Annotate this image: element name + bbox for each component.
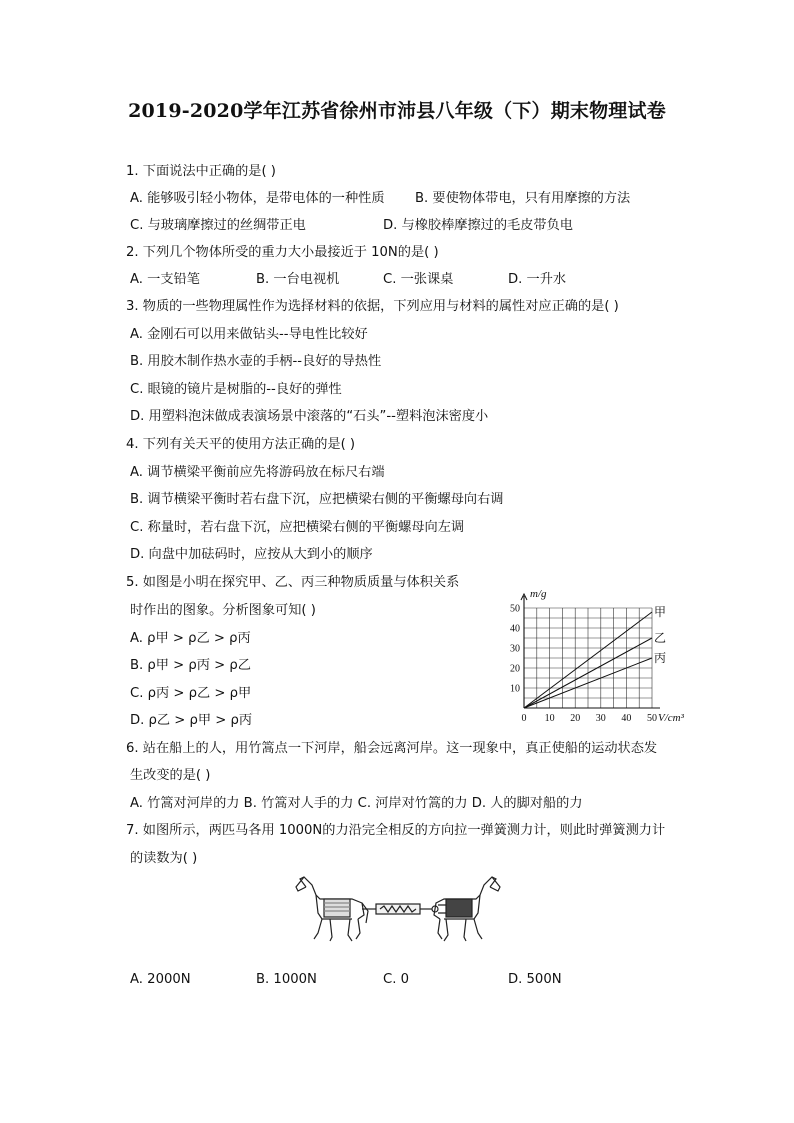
- question-5-option-a: A. ρ甲 > ρ乙 > ρ丙: [130, 631, 251, 646]
- question-1-option-d: D. 与橡胶棒摩擦过的毛皮带负电: [383, 218, 573, 233]
- question-2-option-b: B. 一台电视机: [256, 272, 340, 287]
- question-7-stem-line-2: 的读数为( ): [130, 851, 198, 866]
- y-tick-label: 50: [510, 603, 520, 615]
- question-7-option-a: A. 2000N: [130, 972, 191, 987]
- question-4-option-b: B. 调节横梁平衡时若右盘下沉，应把横梁右侧的平衡螺母向右调: [130, 492, 504, 507]
- question-1-option-c: C. 与玻璃摩擦过的丝绸带正电: [130, 218, 306, 233]
- series-label-2: 乙: [654, 631, 667, 645]
- question-7-option-c: C. 0: [383, 972, 409, 987]
- page-title: 2019-2020学年江苏省徐州市沛县八年级（下）期末物理试卷: [128, 100, 666, 122]
- question-4-option-c: C. 称量时，若右盘下沉，应把横梁右侧的平衡螺母向左调: [130, 520, 465, 535]
- question-7-stem-line-1: 7. 如图所示，两匹马各用 1000N的力沿完全相反的方向拉一弹簧测力计，则此时弹簧测力计: [126, 823, 666, 838]
- x-tick-label: 40: [621, 713, 632, 724]
- x-tick-label: 50: [647, 713, 657, 724]
- spring-scale-icon: [362, 904, 438, 914]
- question-7-option-d: D. 500N: [508, 972, 562, 987]
- question-1-option-a: A. 能够吸引轻小物体，是带电体的一种性质: [130, 191, 385, 206]
- question-2-stem: 2. 下列几个物体所受的重力大小最接近于 10N的是( ): [126, 245, 439, 260]
- y-tick-label: 10: [510, 683, 520, 695]
- question-2-option-d: D. 一升水: [508, 272, 567, 287]
- question-2-option-a: A. 一支铅笔: [130, 272, 200, 287]
- question-5-stem-line-2: 时作出的图象。分析图象可知( ): [130, 603, 316, 618]
- question-3-stem: 3. 物质的一些物理属性作为选择材料的依据，下列应用与材料的属性对应正确的是( ): [126, 299, 619, 314]
- right-horse-icon: [434, 877, 500, 941]
- mass-volume-graph: [500, 583, 700, 728]
- question-2-option-c: C. 一张课桌: [383, 272, 454, 287]
- question-5-option-c: C. ρ丙 > ρ乙 > ρ甲: [130, 686, 252, 701]
- left-horse-icon: [296, 877, 368, 941]
- question-6-options: A. 竹篙对河岸的力 B. 竹篙对人手的力 C. 河岸对竹篙的力 D. 人的脚对船的力: [130, 796, 583, 811]
- x-tick-label: 0: [521, 713, 527, 724]
- x-axis-label: V/cm³: [658, 712, 684, 724]
- question-6-stem-line-2: 生改变的是( ): [130, 768, 211, 783]
- y-axis-label: m/g: [530, 588, 547, 600]
- question-6-stem-line-1: 6. 站在船上的人，用竹篙点一下河岸，船会远离河岸。这一现象中，真正使船的运动状态发: [126, 741, 658, 756]
- question-1-stem: 1. 下面说法中正确的是( ): [126, 164, 276, 179]
- y-tick-label: 30: [510, 643, 520, 655]
- question-5-option-d: D. ρ乙 > ρ甲 > ρ丙: [130, 713, 253, 728]
- question-4-option-a: A. 调节横梁平衡前应先将游码放在标尺右端: [130, 465, 385, 480]
- x-tick-label: 10: [544, 713, 555, 724]
- question-1-option-b: B. 要使物体带电，只有用摩擦的方法: [415, 191, 631, 206]
- question-4-option-d: D. 向盘中加砝码时，应按从大到小的顺序: [130, 547, 373, 562]
- question-3-option-c: C. 眼镜的镜片是树脂的--良好的弹性: [130, 382, 342, 397]
- x-tick-label: 30: [595, 713, 606, 724]
- horses-spring-scale-illustration: [292, 873, 504, 948]
- question-4-stem: 4. 下列有关天平的使用方法正确的是( ): [126, 437, 356, 452]
- question-3-option-d: D. 用塑料泡沫做成表演场景中滚落的“石头”--塑料泡沫密度小: [130, 409, 489, 424]
- question-5-option-b: B. ρ甲 > ρ丙 > ρ乙: [130, 658, 251, 673]
- series-label-3: 丙: [654, 651, 667, 665]
- question-5-stem-line-1: 5. 如图是小明在探究甲、乙、丙三种物质质量与体积关系: [126, 575, 460, 590]
- question-3-option-a: A. 金刚石可以用来做钻头--导电性比较好: [130, 327, 368, 342]
- question-7-option-b: B. 1000N: [256, 972, 317, 987]
- y-tick-label: 20: [510, 663, 520, 675]
- x-tick-label: 20: [570, 713, 581, 724]
- series-label-1: 甲: [654, 605, 667, 619]
- y-tick-label: 40: [510, 623, 520, 635]
- question-3-option-b: B. 用胶木制作热水壶的手柄--良好的导热性: [130, 354, 382, 369]
